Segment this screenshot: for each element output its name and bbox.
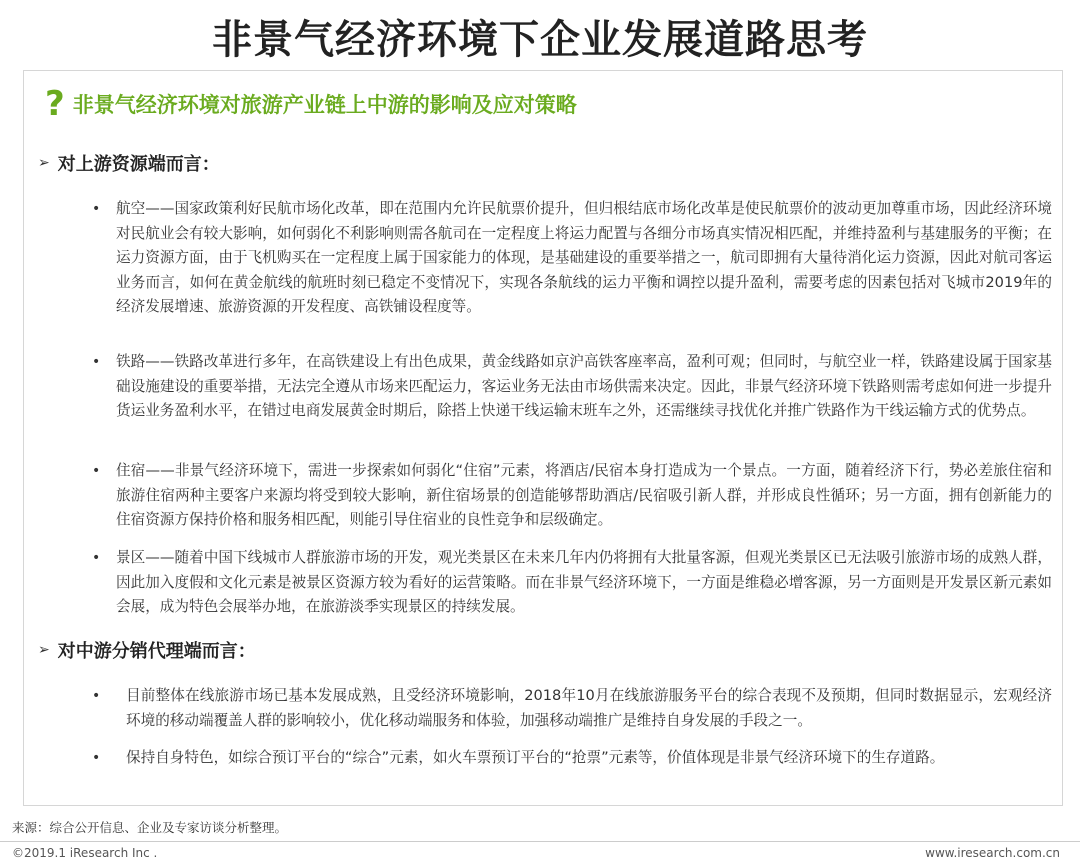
list-item-platform-features xyxy=(92,746,1052,771)
section-heading-upstream xyxy=(38,150,220,176)
bullet-icon: • xyxy=(92,688,101,704)
arrow-bullet-icon: ➢ xyxy=(38,155,50,171)
bullet-icon: • xyxy=(92,463,101,479)
page-title: 非景气经济环境下企业发展道路思考 xyxy=(212,17,868,63)
copyright: ©2019.1 iResearch Inc . xyxy=(12,846,158,860)
list-item-text: 景区——随着中国下线城市人群旅游市场的开发，观光类景区在未来几年内仍将拥有大批量客源，但观光类景区已无法吸引旅游市场的成熟人群，因此加入度假和文化元素是被景区资源方较为看好的运营策略。而在非景气经济环境下，一方面是维稳必增客源，另一方面则是开发景区新元素如会展，成为特色会展举办地，在旅游淡季实现景区的持续发展。 xyxy=(116,549,1052,616)
source-note: 来源：综合公开信息、企业及专家访谈分析整理。 xyxy=(12,820,288,835)
list-item-aviation xyxy=(92,197,1052,320)
list-item-text: 铁路——铁路改革进行多年，在高铁建设上有出色成果，黄金线路如京沪高铁客座率高，盈利可观；但同时，与航空业一样，铁路建设属于国家基础设施建设的重要举措，无法完全遵从市场来匹配运力，客运业务无法由市场供需来决定。因此，非景气经济环境下铁路则需考虑如何进一步提升货运业务盈利水平，在错过电商发展黄金时期后，除搭上快递干线运输末班车之外，还需继续寻找优化并推广铁路作为干线运输方式的优势点。 xyxy=(116,353,1052,420)
list-item-online-market xyxy=(92,684,1052,733)
bullet-icon: • xyxy=(92,201,101,217)
bullet-icon: • xyxy=(92,550,101,566)
list-item-text: 住宿——非景气经济环境下，需进一步探索如何弱化“住宿”元素，将酒店/民宿本身打造成为一个景点。一方面，随着经济下行，势必差旅住宿和旅游住宿两种主要客户来源均将受到较大影响，新住宿场景的创造能够帮助酒店/民宿吸引新人群，并形成良性循环；另一方面，拥有创新能力的住宿资源方保持价格和服务相匹配，则能引导住宿业的良性竞争和层级确定。 xyxy=(116,462,1052,529)
list-item-text: 航空——国家政策利好民航市场化改革，即在范围内允许民航票价提升，但归根结底市场化改革是使民航票价的波动更加尊重市场，因此经济环境对民航业会有较大影响，如何弱化不利影响则需各航司在一定程度上将运力配置与各细分市场真实情况相匹配，并维持盈利与基建服务的平衡；在运力资源方面，由于飞机购买在一定程度上属于国家能力的体现，是基础建设的重要举措之一，航司即拥有大量待消化运力资源，因此对航司客运业务而言，如何在黄金航线的航班时刻已稳定不变情况下，实现各条航线的运力平衡和调控以提升盈利，需要考虑的因素包括对飞城市2019年的经济发展增速、旅游资源的开发程度、高铁铺设程度等。 xyxy=(116,200,1052,316)
bullet-icon: • xyxy=(92,354,101,370)
section-heading-text: 对中游分销代理端而言： xyxy=(57,641,256,662)
list-item-scenic xyxy=(92,546,1052,620)
bullet-icon: • xyxy=(92,750,101,766)
list-item-text: 目前整体在线旅游市场已基本发展成熟，且受经济环境影响，2018年10月在线旅游服务平台的综合表现不及预期，但同时数据显示，宏观经济环境的移动端覆盖人群的影响较小，优化移动端服务和体验，加强移动端推广是维持自身发展的手段之一。 xyxy=(126,687,1052,729)
list-item-text: 保持自身特色，如综合预订平台的“综合”元素，如火车票预订平台的“抢票”元素等，价值体现是非景气经济环境下的生存道路。 xyxy=(126,749,945,766)
subtitle xyxy=(45,86,577,122)
section-heading-midstream xyxy=(38,637,256,663)
list-item-lodging xyxy=(92,459,1052,533)
footer-divider xyxy=(0,841,1080,842)
arrow-bullet-icon: ➢ xyxy=(38,642,50,658)
list-item-railway xyxy=(92,350,1052,424)
question-mark-icon: ? xyxy=(45,84,65,124)
subtitle-text: 非景气经济环境对旅游产业链上中游的影响及应对策略 xyxy=(72,93,577,117)
section-heading-text: 对上游资源端而言： xyxy=(57,154,220,175)
website-link[interactable]: www.iresearch.com.cn xyxy=(925,846,1060,860)
